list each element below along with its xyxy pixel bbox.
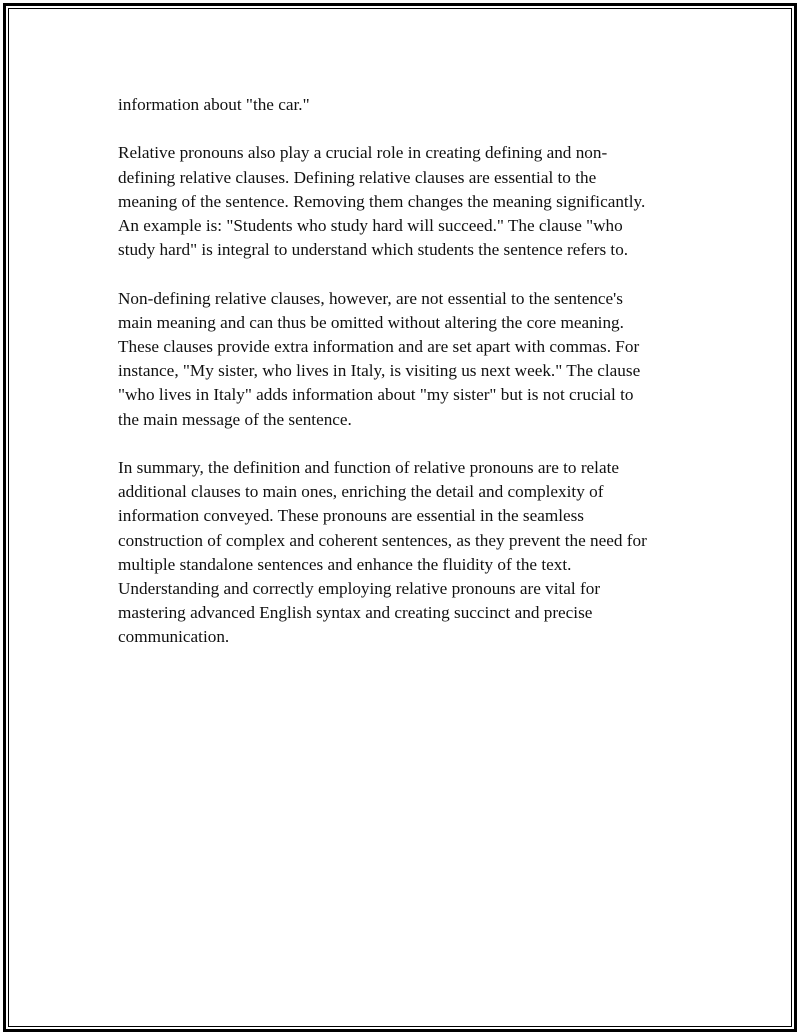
document-body bbox=[118, 93, 690, 674]
text-line: study hard" is integral to understand which students the sentence refers to. bbox=[118, 240, 629, 260]
text-line: In summary, the definition and function of relative pronouns are to relate bbox=[118, 458, 619, 477]
text-line: the main message of the sentence. bbox=[118, 409, 352, 429]
text-line: "who lives in Italy" adds information about "my sister" but is not crucial to bbox=[118, 385, 634, 405]
text-line: additional clauses to main ones, enriching the detail and complexity of bbox=[118, 482, 604, 502]
text-line: mastering advanced English syntax and creating succinct and precise bbox=[118, 603, 593, 623]
paragraph-3 bbox=[118, 287, 690, 432]
text-line: Relative pronouns also play a crucial role in creating defining and non- bbox=[118, 143, 608, 163]
text-line: defining relative clauses. Defining relative clauses are essential to the bbox=[118, 167, 597, 187]
text-line: An example is: "Students who study hard will succeed." The clause "who bbox=[118, 216, 623, 235]
text-line: instance, "My sister, who lives in Italy, is visiting us next week." The clause bbox=[118, 361, 641, 381]
text-line: information conveyed. These pronouns are essential in the seamless bbox=[118, 506, 585, 526]
text-line: construction of complex and coherent sentences, as they prevent the need for bbox=[118, 530, 647, 550]
paragraph-1 bbox=[118, 93, 690, 117]
text-line: main meaning and can thus be omitted without altering the core meaning. bbox=[118, 312, 624, 332]
text-line: Understanding and correctly employing relative pronouns are vital for bbox=[118, 579, 601, 599]
text-line: communication. bbox=[118, 627, 230, 647]
text-line: These clauses provide extra information and are set apart with commas. For bbox=[118, 337, 640, 356]
text-line: multiple standalone sentences and enhance the fluidity of the text. bbox=[118, 554, 572, 574]
text-line: information about "the car." bbox=[118, 95, 310, 114]
text-line: Non-defining relative clauses, however, are not essential to the sentence's bbox=[118, 288, 623, 308]
paragraph-2 bbox=[118, 141, 690, 262]
paragraph-4 bbox=[118, 456, 690, 650]
text-line: meaning of the sentence. Removing them changes the meaning significantly. bbox=[118, 191, 646, 211]
